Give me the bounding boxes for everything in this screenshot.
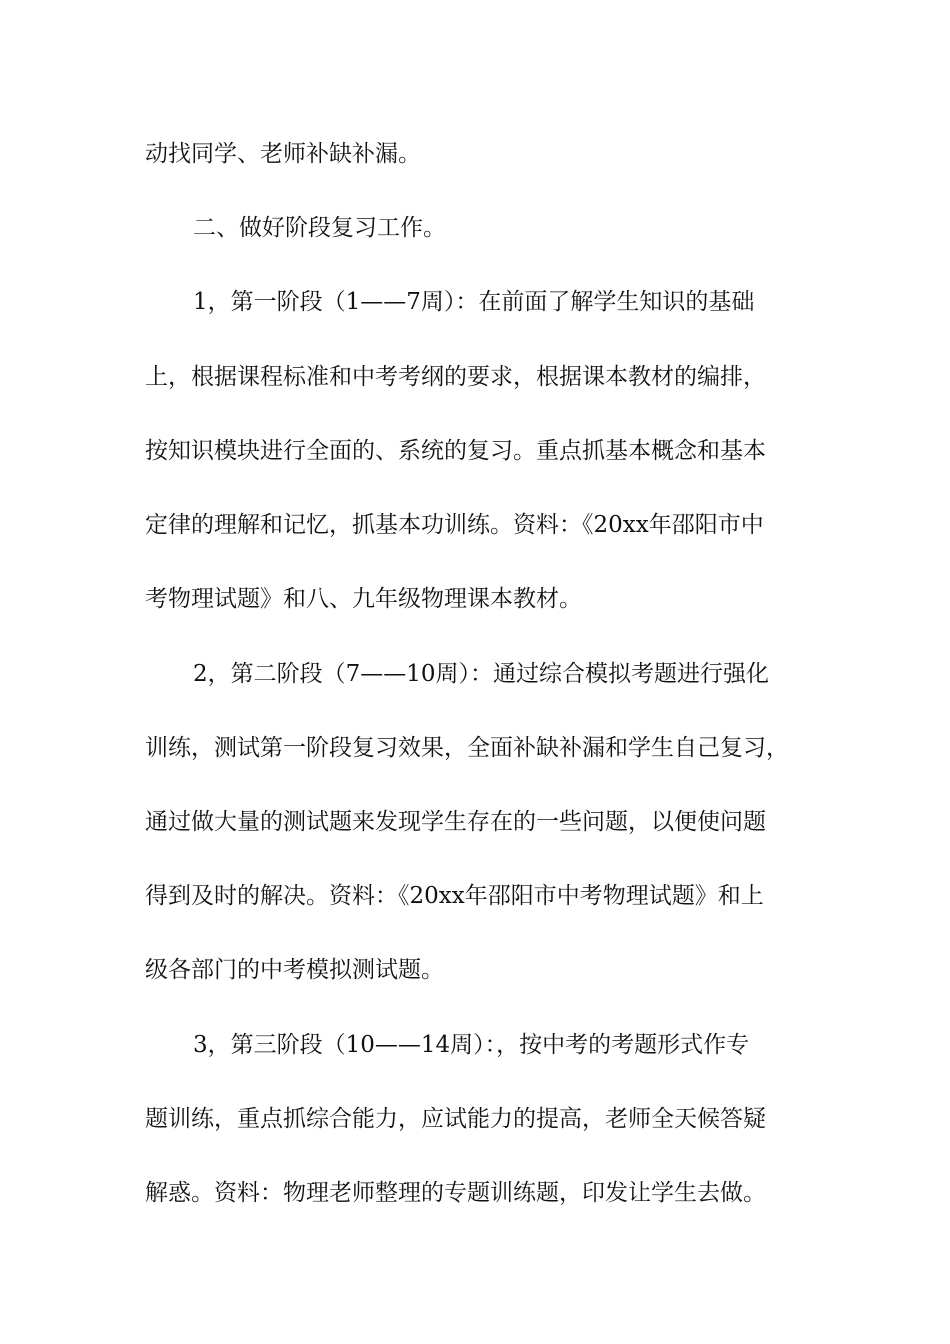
text-line: 上，根据课程标准和中考考纲的要求，根据课本教材的编排， — [145, 364, 766, 390]
text-line: 训练，测试第一阶段复习效果，全面补缺补漏和学生自己复习， — [145, 735, 789, 761]
text-line: 通过做大量的测试题来发现学生存在的一些问题，以便使问题 — [145, 809, 766, 835]
text-line: 题训练，重点抓综合能力，应试能力的提高，老师全天候答疑 — [145, 1106, 766, 1132]
text-line: 3，第三阶段（10——14周）：，按中考的考题形式作专 — [193, 1032, 750, 1058]
text-line: 按知识模块进行全面的、系统的复习。重点抓基本概念和基本 — [145, 438, 766, 464]
text-line: 解惑。资料：物理老师整理的专题训练题，印发让学生去做。 — [145, 1180, 766, 1206]
section-heading: 二、做好阶段复习工作。 — [193, 215, 446, 241]
text-line: 定律的理解和记忆，抓基本功训练。资料：《20xx年邵阳市中 — [145, 512, 764, 538]
text-line: 考物理试题》和八、九年级物理课本教材。 — [145, 586, 582, 612]
text-line: 1，第一阶段（1——7周）：在前面了解学生知识的基础 — [193, 289, 755, 315]
text-line: 2，第二阶段（7——10周）：通过综合模拟考题进行强化 — [193, 661, 770, 687]
text-line: 级各部门的中考模拟测试题。 — [145, 957, 444, 983]
text-line: 动找同学、老师补缺补漏。 — [145, 141, 421, 167]
text-line: 得到及时的解决。资料：《20xx年邵阳市中考物理试题》和上 — [145, 883, 764, 909]
